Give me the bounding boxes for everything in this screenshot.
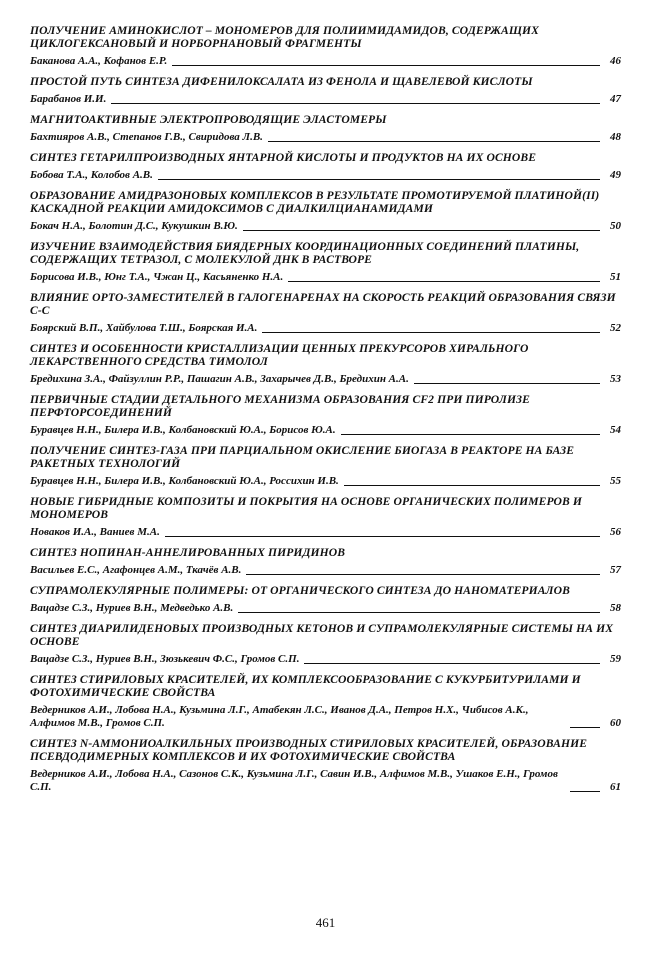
toc-entry xyxy=(30,495,621,539)
leader-line xyxy=(414,383,600,384)
toc-entry-authors: Бредихина З.А., Файзуллин Р.Р., Пашагин А.В., Захарычев Д.В., Бредихин А.А. xyxy=(30,373,409,385)
leader-line xyxy=(344,485,600,486)
toc-entry-author-row xyxy=(30,424,621,437)
toc-entry-title: СИНТЕЗ ДИАРИЛИДЕНОВЫХ ПРОИЗВОДНЫХ КЕТОНОВ И СУПРАМОЛЕКУЛЯРНЫЕ СИСТЕМЫ НА ИХ ОСНОВЕ xyxy=(30,622,614,648)
toc-entry xyxy=(30,393,621,437)
toc-entry xyxy=(30,444,621,488)
toc-entry-page: 49 xyxy=(610,169,621,181)
toc-entry-page: 51 xyxy=(610,271,621,283)
toc-entry-title: ИЗУЧЕНИЕ ВЗАИМОДЕЙСТВИЯ БИЯДЕРНЫХ КООРДИНАЦИОННЫХ СОЕДИНЕНИЙ ПЛАТИНЫ, СОДЕРЖАЩИХ ТЕТРАЗОЛ, С МОЛЕКУЛОЙ ДНК В РАСТВОРЕ xyxy=(30,240,580,266)
toc-entry-author-row xyxy=(30,93,621,106)
toc-entry-authors: Буравцев Н.Н., Билера И.В., Колбановский Ю.А., Россихин И.В. xyxy=(30,475,339,487)
leader-line xyxy=(304,663,600,664)
toc-entry-author-row xyxy=(30,373,621,386)
toc-entry-page: 46 xyxy=(610,55,621,67)
toc-entry xyxy=(30,113,621,144)
toc-entry-author-row xyxy=(30,322,621,335)
toc-entry-title: СУПРАМОЛЕКУЛЯРНЫЕ ПОЛИМЕРЫ: ОТ ОРГАНИЧЕСКОГО СИНТЕЗА ДО НАНОМАТЕРИАЛОВ xyxy=(30,584,570,597)
toc-entry xyxy=(30,546,621,577)
toc-entry-title: ОБРАЗОВАНИЕ АМИДРАЗОНОВЫХ КОМПЛЕКСОВ В РЕЗУЛЬТАТЕ ПРОМОТИРУЕМОЙ ПЛАТИНОЙ(II) КАСКАДНОЙ РЕАКЦИИ АМИДОКСИМОВ С ДИАЛКИЛЦИАНАМИДАМИ xyxy=(30,189,600,215)
toc-entry-authors: Васильев Е.С., Агафонцев А.М., Ткачёв А.В. xyxy=(30,564,242,576)
table-of-contents xyxy=(30,24,621,801)
toc-entry-page: 55 xyxy=(610,475,621,487)
toc-entry xyxy=(30,342,621,386)
toc-entry-authors: Боярский В.П., Хайбулова Т.Ш., Боярская И.А. xyxy=(30,322,258,334)
toc-entry-author-row xyxy=(30,475,621,488)
leader-line xyxy=(238,612,600,613)
toc-entry xyxy=(30,737,621,794)
leader-line xyxy=(158,179,600,180)
toc-entry-page: 59 xyxy=(610,653,621,665)
toc-entry-authors: Вацадзе С.З., Нуриев В.Н., Зюзькевич Ф.С., Громов С.П. xyxy=(30,653,300,665)
toc-entry-title: ПЕРВИЧНЫЕ СТАДИИ ДЕТАЛЬНОГО МЕХАНИЗМА ОБРАЗОВАНИЯ CF2 ПРИ ПИРОЛИЗЕ ПЕРФТОРСОЕДИНЕНИЙ xyxy=(30,393,530,419)
toc-entry-authors: Борисова И.В., Юнг Т.А., Чжан Ц., Касьяненко Н.А. xyxy=(30,271,284,283)
page-number: 461 xyxy=(315,915,336,930)
toc-entry-title: ПОЛУЧЕНИЕ АМИНОКИСЛОТ – МОНОМЕРОВ ДЛЯ ПОЛИИМИДАМИДОВ, СОДЕРЖАЩИХ ЦИКЛОГЕКСАНОВЫЙ И НОРБОРНАНОВЫЙ ФРАГМЕНТЫ xyxy=(30,24,539,50)
leader-line xyxy=(243,230,600,231)
toc-entry xyxy=(30,24,621,68)
toc-entry-title: СИНТЕЗ И ОСОБЕННОСТИ КРИСТАЛЛИЗАЦИИ ЦЕННЫХ ПРЕКУРСОРОВ ХИРАЛЬНОГО ЛЕКАРСТВЕННОГО СРЕДСТВА ТИМОЛОЛ xyxy=(30,342,529,368)
toc-entry-authors: Новаков И.А., Ваниев М.А. xyxy=(30,526,160,538)
toc-entry-author-row xyxy=(30,131,621,144)
toc-entry-authors: Баканова А.А., Кофанов Е.Р. xyxy=(30,55,168,67)
leader-line xyxy=(111,103,600,104)
toc-entry-author-row xyxy=(30,526,621,539)
toc-entry xyxy=(30,584,621,615)
toc-entry-title: МАГНИТОАКТИВНЫЕ ЭЛЕКТРОПРОВОДЯЩИЕ ЭЛАСТОМЕРЫ xyxy=(30,113,387,126)
toc-entry-title: СИНТЕЗ N-АММОНИОАЛКИЛЬНЫХ ПРОИЗВОДНЫХ СТИРИЛОВЫХ КРАСИТЕЛЕЙ, ОБРАЗОВАНИЕ ПСЕВДОДИМЕРНЫХ КОМПЛЕКСОВ И ИХ ФОТОХИМИЧЕСКИЕ СВОЙСТВА xyxy=(30,737,588,763)
toc-entry-title: ПОЛУЧЕНИЕ СИНТЕЗ-ГАЗА ПРИ ПАРЦИАЛЬНОМ ОКИСЛЕНИЕ БИОГАЗА В РЕАКТОРЕ НА БАЗЕ РАКЕТНЫХ ТЕХНОЛОГИЙ xyxy=(30,444,575,470)
toc-entry-authors: Ведерников А.И., Лобова Н.А., Сазонов С.К., Кузьмина Л.Г., Савин И.В., Алфимов М.В., Ушаков Е.Н., Громов С.П. xyxy=(30,768,558,793)
toc-entry-author-row xyxy=(30,271,621,284)
leader-line xyxy=(262,332,600,333)
toc-entry xyxy=(30,673,621,730)
leader-line xyxy=(570,791,600,792)
toc-entry-page: 54 xyxy=(610,424,621,436)
leader-line xyxy=(165,536,600,537)
toc-entry-page: 57 xyxy=(610,564,621,576)
toc-entry-authors: Вацадзе С.З., Нуриев В.Н., Медведько А.В. xyxy=(30,602,234,614)
toc-entry-author-row xyxy=(30,169,621,182)
toc-entry-page: 52 xyxy=(610,322,621,334)
toc-entry-authors: Бобова Т.А., Колобов А.В. xyxy=(30,169,153,181)
leader-line xyxy=(341,434,600,435)
leader-line xyxy=(288,281,600,282)
toc-entry xyxy=(30,151,621,182)
toc-entry xyxy=(30,189,621,233)
toc-entry xyxy=(30,622,621,666)
toc-entry-title: ПРОСТОЙ ПУТЬ СИНТЕЗА ДИФЕНИЛОКСАЛАТА ИЗ ФЕНОЛА И ЩАВЕЛЕВОЙ КИСЛОТЫ xyxy=(30,75,533,88)
toc-entry-authors: Ведерников А.И., Лобова Н.А., Кузьмина Л.Г., Атабекян Л.С., Иванов Д.А., Петров Н.Х., Чибисов А.К., Алфимов М.В., Громов С.П. xyxy=(30,704,529,729)
toc-entry-page: 61 xyxy=(610,781,621,793)
toc-entry-page: 56 xyxy=(610,526,621,538)
toc-entry xyxy=(30,291,621,335)
leader-line xyxy=(246,574,600,575)
toc-entry-authors: Барабанов И.И. xyxy=(30,93,107,105)
leader-line xyxy=(570,727,600,728)
toc-entry-page: 47 xyxy=(610,93,621,105)
toc-entry-title: НОВЫЕ ГИБРИДНЫЕ КОМПОЗИТЫ И ПОКРЫТИЯ НА ОСНОВЕ ОРГАНИЧЕСКИХ ПОЛИМЕРОВ И МОНОМЕРОВ xyxy=(30,495,582,521)
toc-entry-author-row xyxy=(30,653,621,666)
toc-entry-page: 48 xyxy=(610,131,621,143)
toc-entry-author-row xyxy=(30,55,621,68)
toc-entry xyxy=(30,75,621,106)
toc-entry-page: 53 xyxy=(610,373,621,385)
toc-entry-authors: Бахтияров А.В., Степанов Г.В., Свиридова Л.В. xyxy=(30,131,263,143)
toc-entry xyxy=(30,240,621,284)
toc-entry-page: 58 xyxy=(610,602,621,614)
toc-entry-author-row xyxy=(30,220,621,233)
toc-entry-authors: Бокач Н.А., Болотин Д.С., Кукушкин В.Ю. xyxy=(30,220,238,232)
toc-entry-title: СИНТЕЗ СТИРИЛОВЫХ КРАСИТЕЛЕЙ, ИХ КОМПЛЕКСООБРАЗОВАНИЕ С КУКУРБИТУРИЛАМИ И ФОТОХИМИЧЕСКИЕ СВОЙСТВА xyxy=(30,673,581,699)
toc-entry-authors: Буравцев Н.Н., Билера И.В., Колбановский Ю.А., Борисов Ю.А. xyxy=(30,424,336,436)
toc-entry-title: СИНТЕЗ ГЕТАРИЛПРОИЗВОДНЫХ ЯНТАРНОЙ КИСЛОТЫ И ПРОДУКТОВ НА ИХ ОСНОВЕ xyxy=(30,151,537,164)
toc-entry-title: СИНТЕЗ НОПИНАН-АННЕЛИРОВАННЫХ ПИРИДИНОВ xyxy=(30,546,346,559)
toc-entry-author-row xyxy=(30,602,621,615)
toc-entry-page: 50 xyxy=(610,220,621,232)
toc-entry-author-row xyxy=(30,564,621,577)
toc-entry-page: 60 xyxy=(610,717,621,729)
leader-line xyxy=(172,65,600,66)
leader-line xyxy=(268,141,600,142)
toc-entry-title: ВЛИЯНИЕ ОРТО-ЗАМЕСТИТЕЛЕЙ В ГАЛОГЕНАРЕНАХ НА СКОРОСТЬ РЕАКЦИЙ ОБРАЗОВАНИЯ СВЯЗИ С-С xyxy=(30,291,616,317)
toc-entry-author-row xyxy=(30,704,621,730)
toc-entry-author-row xyxy=(30,768,621,794)
